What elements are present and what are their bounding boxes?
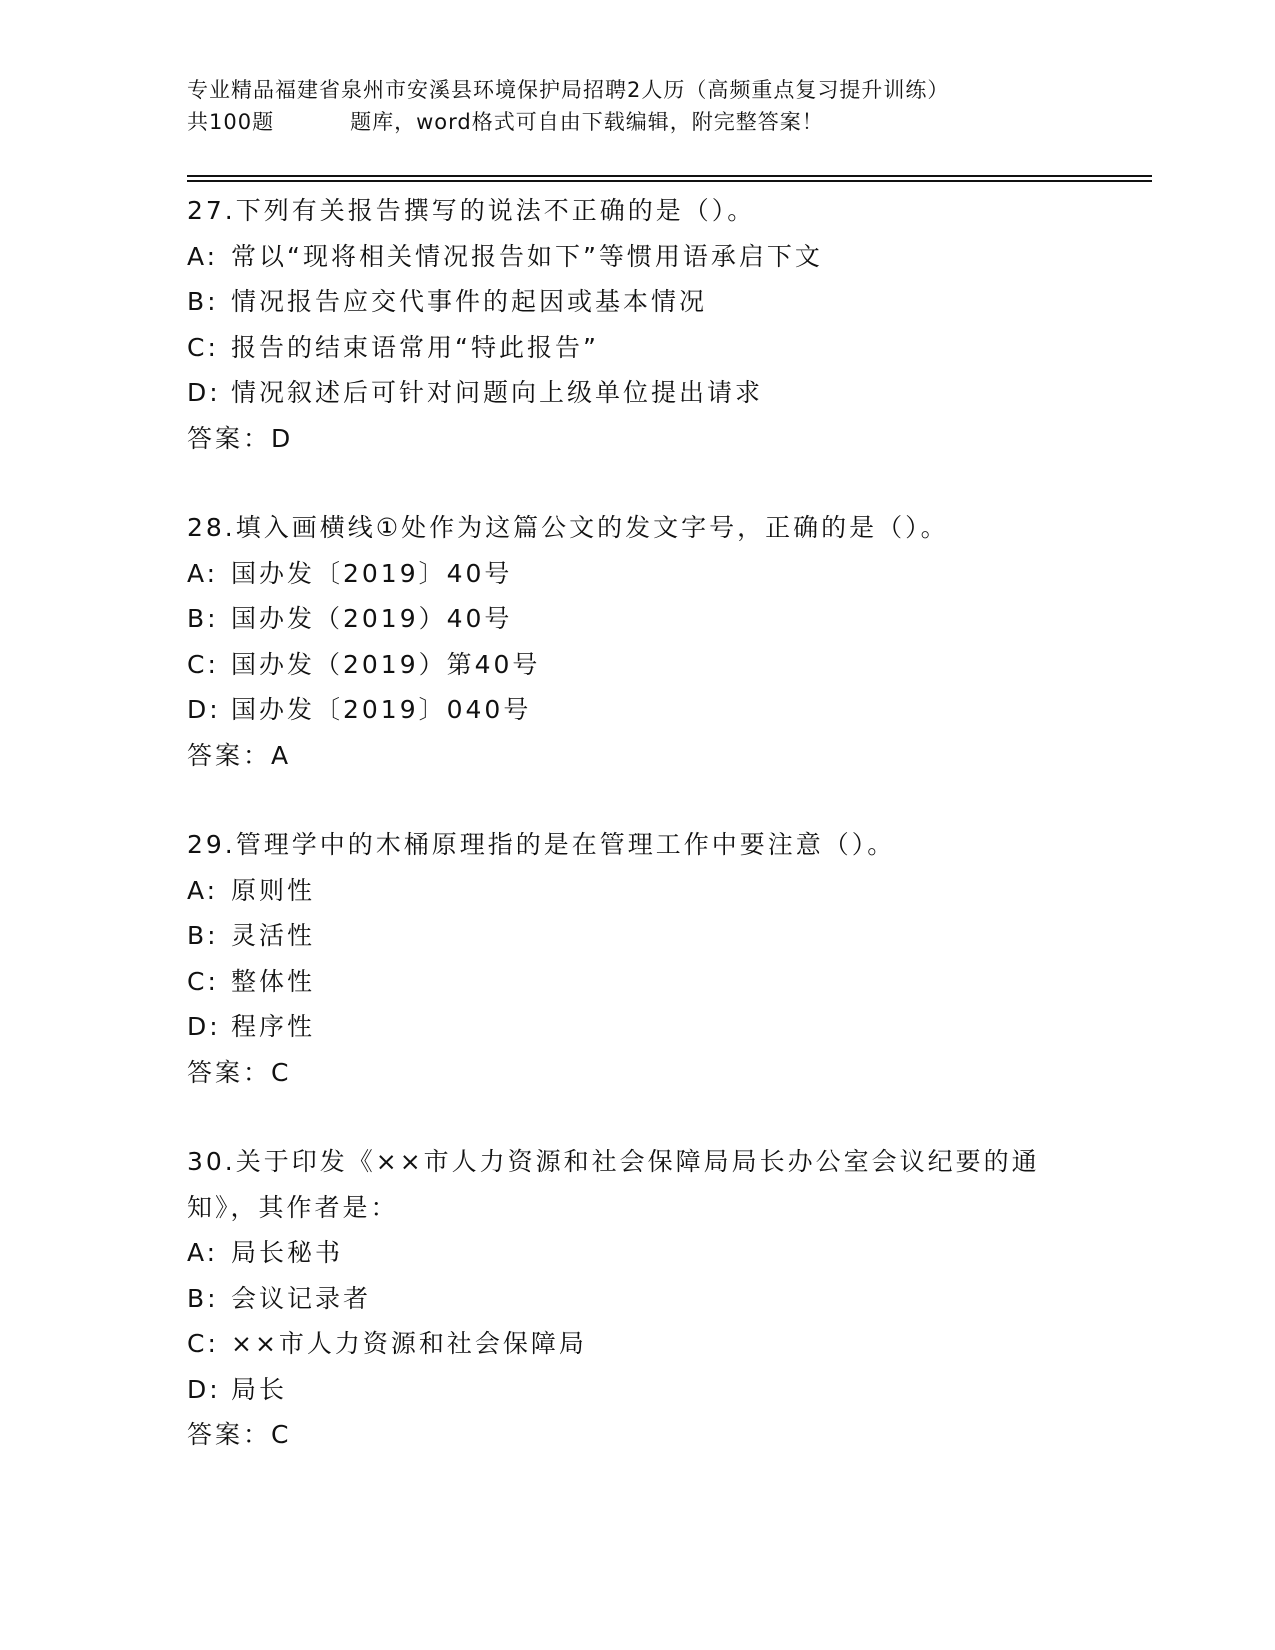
option-text: 国办发（2019）40号	[231, 604, 513, 633]
option-text: 会议记录者	[231, 1283, 372, 1313]
option-text: 情况报告应交代事件的起因或基本情况	[231, 287, 708, 316]
header-divider-top	[187, 175, 1152, 177]
option-key: A:	[187, 875, 219, 905]
option-text: ××市人力资源和社会保障局	[231, 1329, 587, 1358]
option-text: 国办发〔2019〕040号	[231, 695, 532, 724]
question-30	[187, 1139, 1147, 1458]
option-text: 局长秘书	[231, 1238, 344, 1267]
option-text: 整体性	[231, 966, 316, 996]
option-d	[187, 370, 1147, 416]
option-key: C:	[187, 966, 219, 996]
option-d	[187, 687, 1147, 733]
option-key: D:	[187, 695, 221, 724]
question-29	[187, 822, 1147, 1095]
option-b	[187, 279, 1147, 325]
option-c	[187, 1321, 1147, 1367]
option-c	[187, 959, 1147, 1005]
header-title: 专业精品福建省泉州市安溪县环境保护局招聘2人历（高频重点复习提升训练）	[187, 78, 950, 102]
option-text: 原则性	[231, 875, 316, 905]
question-list	[187, 188, 1147, 1502]
option-key: B:	[187, 604, 219, 633]
option-key: C:	[187, 1329, 219, 1358]
option-text: 国办发〔2019〕40号	[231, 558, 513, 588]
option-a	[187, 1230, 1147, 1276]
question-stem: 27.下列有关报告撰写的说法不正确的是（）。	[187, 196, 756, 225]
option-key: A:	[187, 1238, 219, 1267]
option-key: A:	[187, 558, 219, 588]
option-a	[187, 551, 1147, 597]
option-b	[187, 913, 1147, 959]
answer-label: 答案：C	[187, 1057, 292, 1087]
option-d	[187, 1004, 1147, 1050]
header-count: 共100题	[187, 110, 275, 134]
answer-label: 答案：C	[187, 1420, 292, 1449]
option-text: 国办发（2019）第40号	[231, 649, 541, 679]
answer-label: 答案：D	[187, 423, 294, 453]
option-c	[187, 642, 1147, 688]
option-key: D:	[187, 1012, 221, 1041]
question-stem: 28.填入画横线①处作为这篇公文的发文字号，正确的是（）。	[187, 513, 949, 542]
option-key: C:	[187, 649, 219, 679]
option-key: C:	[187, 332, 219, 362]
option-c	[187, 325, 1147, 371]
option-text: 灵活性	[231, 921, 316, 950]
header-description: 题库，word格式可自由下载编辑，附完整答案！	[350, 110, 824, 134]
option-text: 常以“现将相关情况报告如下”等惯用语承启下文	[231, 241, 823, 271]
option-b	[187, 1276, 1147, 1322]
answer-label: 答案：A	[187, 740, 292, 770]
option-a	[187, 868, 1147, 914]
option-a	[187, 234, 1147, 280]
option-text: 程序性	[231, 1012, 316, 1041]
option-key: B:	[187, 1283, 219, 1313]
option-d	[187, 1367, 1147, 1413]
header-subtitle	[187, 106, 1147, 138]
question-27	[187, 188, 1147, 461]
question-28	[187, 505, 1147, 778]
option-key: B:	[187, 921, 219, 950]
option-b	[187, 596, 1147, 642]
option-key: D:	[187, 1374, 221, 1404]
option-text: 报告的结束语常用“特此报告”	[231, 332, 599, 362]
option-key: D:	[187, 378, 221, 407]
document-header	[187, 74, 1147, 138]
option-text: 局长	[231, 1374, 288, 1404]
option-text: 情况叙述后可针对问题向上级单位提出请求	[231, 378, 764, 407]
header-divider-bottom	[187, 180, 1152, 182]
option-key: A:	[187, 241, 219, 271]
question-stem: 30.关于印发《××市人力资源和社会保障局局长办公室会议纪要的通知》，其作者是：	[187, 1147, 1040, 1222]
question-stem: 29.管理学中的木桶原理指的是在管理工作中要注意（）。	[187, 830, 896, 859]
option-key: B:	[187, 287, 219, 316]
